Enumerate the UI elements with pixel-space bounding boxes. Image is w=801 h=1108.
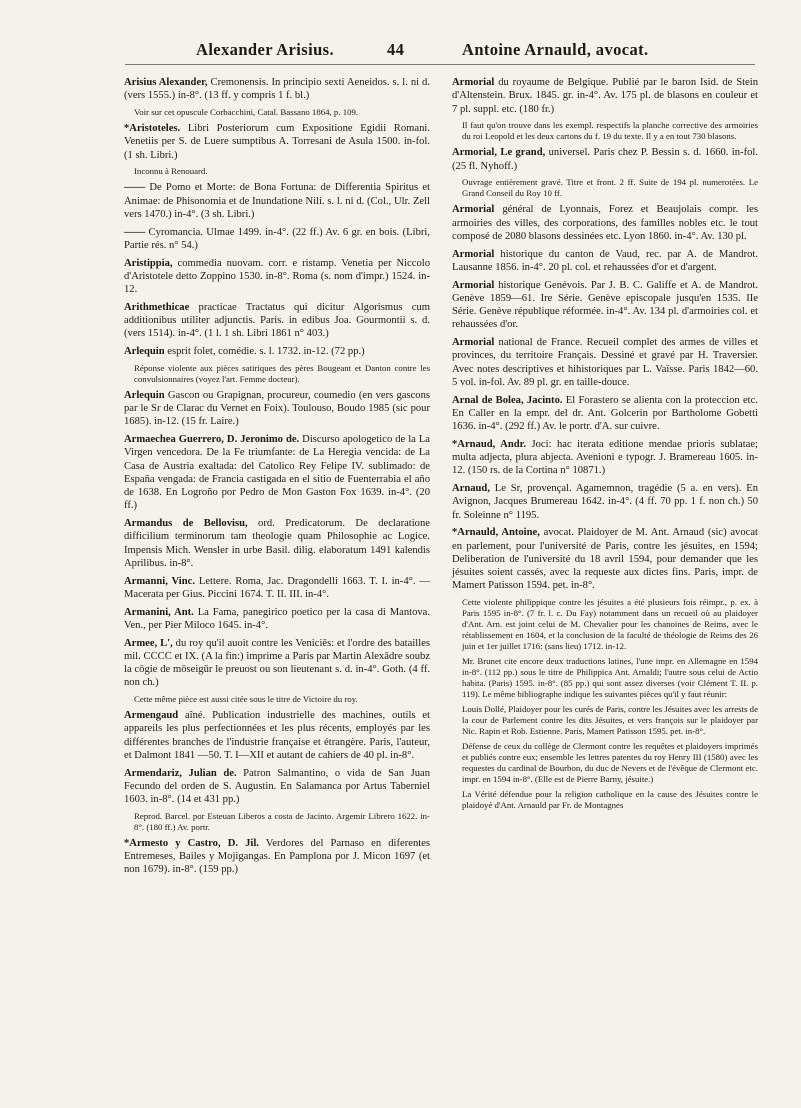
entry-text: Verdores del Parnaso en diferentes Entremeses, Bailes y Mojigangas. En Pamplona por J. Micon 1697 (et non 1679). in-8°. (159 pp.) xyxy=(124,837,431,876)
bibliography-entry xyxy=(124,226,430,253)
entry-note: Voir sur cet opuscule Corbacchini, Catal. Bassano 1864, p. 109. xyxy=(134,107,359,117)
bibliography-entry xyxy=(124,433,430,513)
entry-text: Gascon ou Grapignan, procureur, coumedio (en vers gascons par le Sr de Clarac du Vernet en Foix). Toulouso, Boudo 1985 (sic pour 1685). in-12. (15 fr. Laire.) xyxy=(124,389,430,428)
entry-note: Reprod. Barcel. por Esteuan Liberos a costa de Jacinto. Argemir Librero 1622. in-8°. (180 ff.) Av. portr. xyxy=(134,810,430,832)
entry-text: universel. Paris chez P. Bessin s. d. 1660. in-fol. (25 fl. Nyhoff.) xyxy=(452,147,758,172)
bibliography-entry xyxy=(124,575,430,602)
entry-heading: Arnaud, xyxy=(452,483,490,494)
bibliography-entry xyxy=(124,637,430,690)
entry-note: Mr. Brunet cite encore deux traductions latines, l'une impr. en Allemagne en 1594 in-8°. (112 pp.) sous le titre de Philippica Ant. Arnaldi; l'autre sous celui de Actio habita. (Paris) 1595. in-8°. (85 pp.) qui sont assez diverses (voir Clément T. II. p. 119). Le même bibliographe indique les suivantes pièces qu'il y faut réunir: xyxy=(462,656,758,699)
entry-text: commedia nuovam. corr. e ristamp. Venetia per Niccolo d'Aristotele detto Zoppino 1530. in-8°. Roma (s. nom d'impr.) 1524. in-12. xyxy=(124,257,430,295)
entry-text: historique du canton de Vaud, rec. par A. de Mandrot. Lausanne 1856. in-4°. 20 pl. col. et rehaussées d'or et d'argent. xyxy=(452,248,758,273)
bibliography-entry xyxy=(124,606,430,633)
entry-heading: Arlequin xyxy=(124,346,165,357)
entry-text: Patron Salmantino, o vida de San Juan Fecundo del orden de S. Augustin. En Salamanca por Artus Taberniel 1603. in-8°. (14 et 431 pp.) xyxy=(124,767,430,805)
entry-note: Louis Dollé, Plaidoyer pour les curés de Paris, contre les Jésuites avec les arrests de la cour de Parlement contre les dits Jésuites, et vers françois sur le plaidoyer par Nic. Rapin et Rob. Estienne. Paris, Mamert Patisson 1595. pet. in-8°. xyxy=(462,704,758,736)
entry-text: Libri Posteriorum cum Expositione Egidii Romani. Venetiis per S. de Luere sumptibus A. Torresani de Asula 1500. in-fol. (1 sh. Libri.) xyxy=(124,123,430,161)
bibliography-entry xyxy=(124,709,430,762)
bibliography-entry xyxy=(452,203,758,243)
entry-heading: Armorial xyxy=(452,248,495,260)
entry-note: Il faut qu'on trouve dans les exempl. respectifs la planche corrective des armoiries du roi Leopold et les deux cartons du f. 19 du texte. Il y a en tout 730 blasons. xyxy=(462,120,758,142)
entry-heading: *Aristoteles. xyxy=(124,123,181,134)
entry-text: La Fama, panegirico poetico per la casa di Mantova. Ven., per Pier Miloco 1645. in-4°. xyxy=(124,606,431,631)
header-rule xyxy=(125,64,755,65)
entry-heading: —— xyxy=(124,182,146,194)
running-head-right: Antoine Arnauld, avocat. xyxy=(462,40,649,59)
bibliography-entry xyxy=(452,279,758,332)
entry-heading: Armee, L', xyxy=(124,637,173,649)
entry-heading: Armandus de Bellovisu, xyxy=(124,518,248,529)
entry-heading: Armorial xyxy=(452,77,495,88)
entry-text: Discurso apologetico de la La Virgen vencedora. De la Fe triumfante: de La Heregia vencida: de La Casa de Austria exaltada: del Catolico Rey Felipe IV. sublimado: de España vengada: de Francia castigada en el sitio de Fuenterrabia el año de 1638. En Logroño por Pedro de Mon Gaston Fox 1639. in-4°. (20 ff.) xyxy=(124,434,430,512)
entry-text: du roy qu'il auoit contre les Veniciēs: et l'ordre des batailles mil. CCCC et IX. (A la fin:) imprime a Paris par Martin Alexādre soubz la cōgie de mōseigūr le preuost ou son lieutenant s. d. in-4°. Goth. (4 ff. non ch.) xyxy=(124,637,430,689)
bibliography-entry xyxy=(452,482,758,522)
entry-heading: Arithmethicae xyxy=(124,301,190,313)
entry-heading: Armaechea Guerrero, D. Jeronimo de. xyxy=(124,434,300,445)
entry-heading: Armorial xyxy=(452,279,495,291)
entry-heading: Arlequin xyxy=(124,389,165,401)
entry-text: Cyromancia. Ulmae 1499. in-4°. (22 ff.) Av. 6 gr. en bois. (Libri, Partie rés. n° 54.) xyxy=(124,226,430,251)
bibliography-entry xyxy=(124,76,430,103)
entry-heading: Armengaud xyxy=(124,710,179,721)
entry-text: esprit folet, comédie. s. l. 1732. in-12. (72 pp.) xyxy=(164,346,365,357)
entry-note: Défense de ceux du collège de Clermont contre les requêtes et plaidoyers imprimés et publiés contre eux; ensemble les lettres patentes du roy Henry III (1580) avec les requestes du cardinal de Bourbon, du duc de Nevers et de l'évêque de Clermont etc. impr. en 1594 in-8°. (Elle est de Pierre Barny, jésuite.) xyxy=(462,741,758,784)
bibliography-entry xyxy=(124,122,430,162)
entry-note: Réponse violente aux pièces satiriques des pères Bougeant et Danton contre les convulsionnaires (voyez l'art. Femme docteur). xyxy=(134,362,430,384)
bibliography-entry xyxy=(124,257,430,297)
bibliography-entry xyxy=(124,181,430,221)
running-header xyxy=(0,40,801,64)
bibliography-entry xyxy=(124,837,430,877)
bibliography-entry xyxy=(452,336,758,389)
entry-heading: Armendariz, Julian de. xyxy=(124,767,237,779)
entry-heading: *Armesto y Castro, D. Jil. xyxy=(124,837,259,849)
entry-text: El Forastero se alienta con la proteccion etc. En Caller en la empr. del dr. Ant. Golcerin por Bartholome Gobetti 1636. in-4°. (292 ff.) Av. le portr. d'A. sur cuivre. xyxy=(452,394,758,432)
entry-heading: Arnal de Bolea, Jacinto. xyxy=(452,394,563,406)
entry-note: Ouvrage entièrement gravé. Titre et front. 2 ff. Suite de 194 pl. numerotées. Le Grand Conseil du Roy 10 ff. xyxy=(462,177,758,199)
page-number: 44 xyxy=(387,40,405,59)
entry-heading: *Arnaud, Andr. xyxy=(452,438,526,450)
entry-heading: Armorial xyxy=(452,204,495,216)
entry-text: Cremonensis. In principio sexti Aeneidos. s. l. ni d. (vers 1555.) in-8°. (13 ff. y compris 1 f. bl.) xyxy=(124,77,430,102)
entry-text: Le Sr, provençal. Agamemnon, tragédie (5 a. en vers). En Avignon, Jacques Brumereau 1642. in-4°. (4 ff. 70 pp. 1 f. non ch.) 50 fr. Soleinne n° 1195. xyxy=(452,483,758,521)
entry-heading: Aristippia, xyxy=(124,257,173,269)
bibliography-entry xyxy=(452,438,758,478)
bibliography-entry xyxy=(452,146,758,173)
entry-note: Cette violente philippique contre les jésuites a été plusieurs fois réimpr., p. ex. à Paris 1595 in-8°. (7 fr. l. c. Du Fay) notamment dans un recueil où au plaidoyer d'Ant. Arn. est joint celui de M. Chevalier pour les chanoines de Reims, avec le rétablissement en 1604, et la conclusion de la faculté de théologie de Reims des 26 juin et 1er juillet 1716: (sans lieu) 1712. in-12. xyxy=(462,597,758,651)
entry-text: ord. Predicatorum. De declaratione difficilium terminorum tam theologie quam Philosophie ac Logice. Impensis Mich. Wensler in urbe Basil. dilig. elaboratum 1491 kalendis Aprilibus. in-8°. xyxy=(124,518,430,569)
bibliography-entry xyxy=(124,345,430,358)
entry-heading: Armanni, Vinc. xyxy=(124,575,195,587)
entry-heading: Armorial xyxy=(452,337,495,348)
entry-text: De Pomo et Morte: de Bona Fortuna: de Differentia Spiritus et Animae: de Phisonomia et de Inundatione Nili. s. l. ni d. (Col., Ulr. Zell vers 1470.) in-4°. (3 sh. Libri.) xyxy=(124,182,430,220)
entry-heading: *Arnauld, Antoine, xyxy=(452,527,540,539)
bibliography-entry xyxy=(452,394,758,434)
entry-heading: Armorial, Le grand, xyxy=(452,147,546,159)
entry-text: Joci: hac iterata editione mendae prioris sublatae; multa adjecta, plura abjecta. Avenioni e typogr. J. Bramereau 1605. in-12. (150 rs. de la Cortina n° 10871.) xyxy=(452,438,758,477)
entry-text: général de Lyonnais, Forez et Beaujolais compr. les armoiries des villes, des corporations, des familles nobles etc. le tout composé de 2080 blasons dessinées etc. Lyon 1860. in-4°. Av. 130 pl. xyxy=(452,204,758,242)
entry-note: La Vérité défendue pour la religion catholique en la cause des Jésuites contre le plaidoyé d'Ant. Arnauld par Fr. de Montagnes xyxy=(462,789,758,810)
bibliography-entry xyxy=(124,767,430,807)
right-column xyxy=(452,76,758,815)
entry-note: Cette même pièce est aussi citée sous le titre de Victoire du roy. xyxy=(134,694,358,704)
running-head-left: Alexander Arisius. xyxy=(196,40,334,59)
bibliography-entry xyxy=(124,389,430,429)
entry-heading: Arisius Alexander, xyxy=(124,77,208,88)
entry-heading: Armanini, Ant. xyxy=(124,606,194,618)
bibliography-entry xyxy=(452,526,758,592)
bibliography-entry xyxy=(124,301,430,341)
left-column xyxy=(124,76,430,881)
entry-text: Lettere. Roma, Jac. Dragondelli 1663. T. I. in-4°. — Macerata per Gius. Piccini 1674. T. II. III. in-4°. xyxy=(124,575,430,600)
entry-text: national de France. Recueil complet des armes de villes et provinces, du territoire Français. Dessiné et gravé par H. Traversier. Avec notes descriptives et hihistoriques par L. Vaïsse. Paris 1842—60. 5 vol. in-fol. Av. 89 pl. gr. en taille-douce. xyxy=(452,337,758,388)
entry-text: aîné. Publication industrielle des machines, outils et appareils les plus perfectionnées et les plus récents, employés par les différentes branches de l'industrie française et étrangère. Paris, l'auteur, et Dalmont 1841 —50. T. I—XII et autant de cahiers de 40 pl. in-8°. xyxy=(124,710,430,761)
entry-text: historique Genévois. Par J. B. C. Galiffe et A. de Mandrot. Genève 1859—61. Ire Série. Genève episcopale jusqu'en 1535. IIe Série. Genève république réformée. in-4°. Av. 134 pl. d'armoiries col. et rehaussées d'or. xyxy=(452,279,758,331)
entry-text: avocat. Plaidoyer de M. Ant. Arnaud (sic) avocat en parlement, pour l'université de Paris, contre les jésuites, en 1594; Deliberation de l'université du 18 avril 1594, pour demander que les jésuites soient cassés, avec la requeste aux dictes fins. Paris, impr. de Mamert Patisson 1594. pet. in-8°. xyxy=(452,527,758,592)
entry-text: du royaume de Belgique. Publié par le baron Isid. de Stein d'Altenstein. Brux. 1845. gr. in-4°. Av. 175 pl. de blasons en couleur et 7 pl. suppl. etc. (180 fr.) xyxy=(452,77,758,115)
bibliography-entry xyxy=(124,517,430,570)
bibliography-entry xyxy=(452,248,758,275)
entry-note: Inconnu à Renouard. xyxy=(134,166,208,177)
bibliography-entry xyxy=(452,76,758,116)
entry-text: practicae Tractatus qui dicitur Algorismus cum additionibus utiliter adjunctis. Paris. in edibus Joa. Gourmontii s. d. (vers 1514). in-4°. (1 l. 1 sh. Libri 1861 n° 403.) xyxy=(124,301,430,340)
entry-heading: —— xyxy=(124,226,146,238)
